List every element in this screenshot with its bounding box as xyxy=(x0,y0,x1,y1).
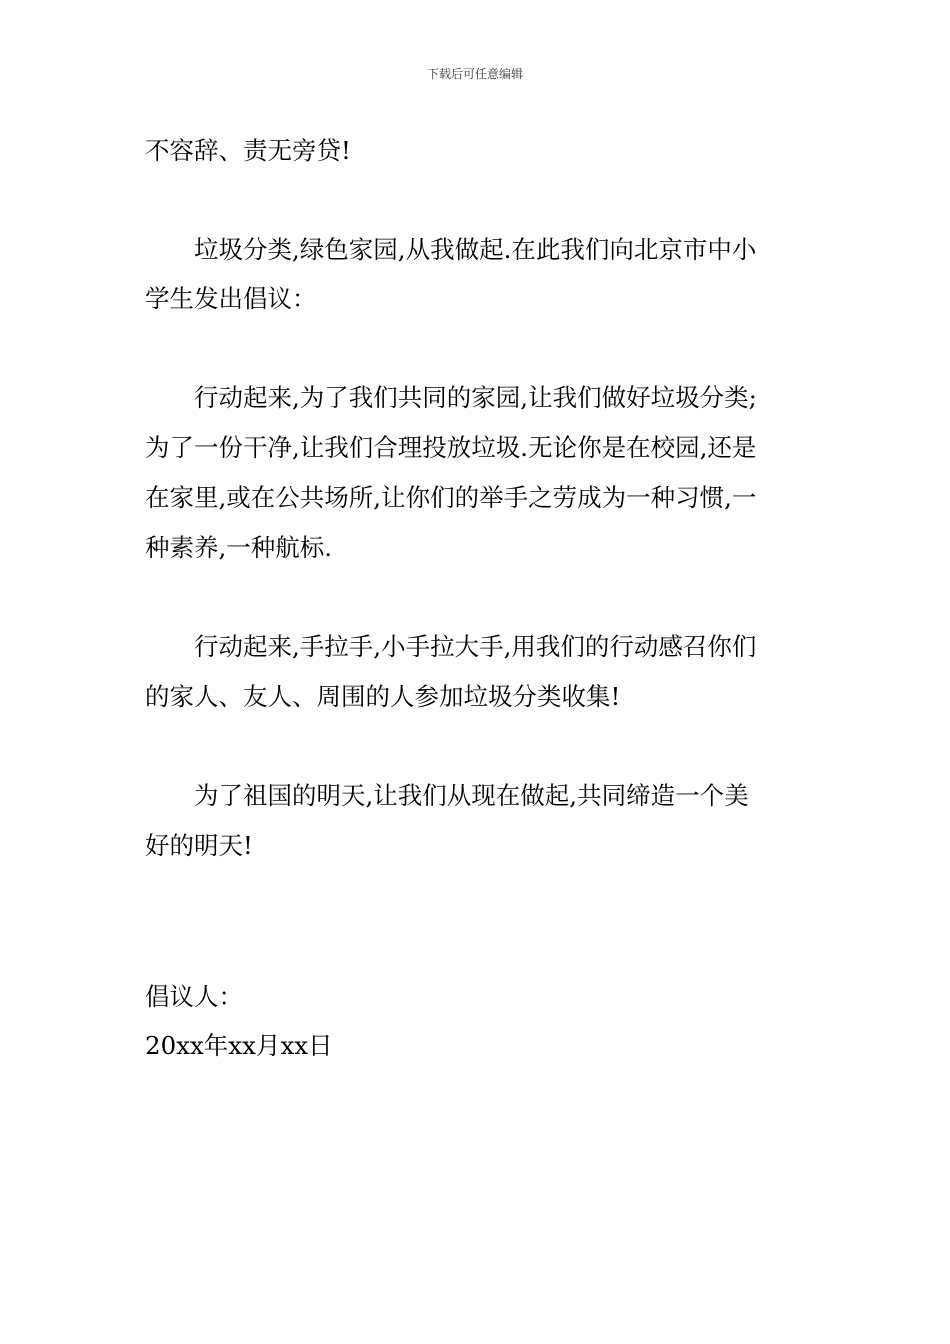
signature-label: 倡议人： xyxy=(145,982,243,1011)
paragraph-line: 不容辞、责无旁贷! xyxy=(145,136,351,165)
paragraph-line: 行动起来,为了我们共同的家园,让我们做好垃圾分类; xyxy=(145,383,757,412)
paragraph-line: 为了一份干净,让我们合理投放垃圾.无论你是在校园,还是 xyxy=(145,433,757,462)
paragraph-line: 学生发出倡议： xyxy=(145,284,317,313)
signature-date: 20xx年xx月xx日 xyxy=(145,1031,333,1060)
page-header: 下载后可任意编辑 xyxy=(426,67,523,81)
paragraph-line: 的家人、友人、周围的人参加垃圾分类收集! xyxy=(145,682,621,711)
paragraph-line: 好的明天! xyxy=(145,831,253,860)
paragraph-line: 为了祖国的明天,让我们从现在做起,共同缔造一个美 xyxy=(145,781,749,810)
paragraph-line: 行动起来,手拉手,小手拉大手,用我们的行动感召你们 xyxy=(145,632,757,661)
paragraph-line: 种素养,一种航标. xyxy=(145,533,333,562)
paragraph-line: 在家里,或在公共场所,让你们的举手之劳成为一种习惯,一 xyxy=(145,483,757,512)
paragraph-line: 垃圾分类,绿色家园,从我做起.在此我们向北京市中小 xyxy=(145,235,757,264)
